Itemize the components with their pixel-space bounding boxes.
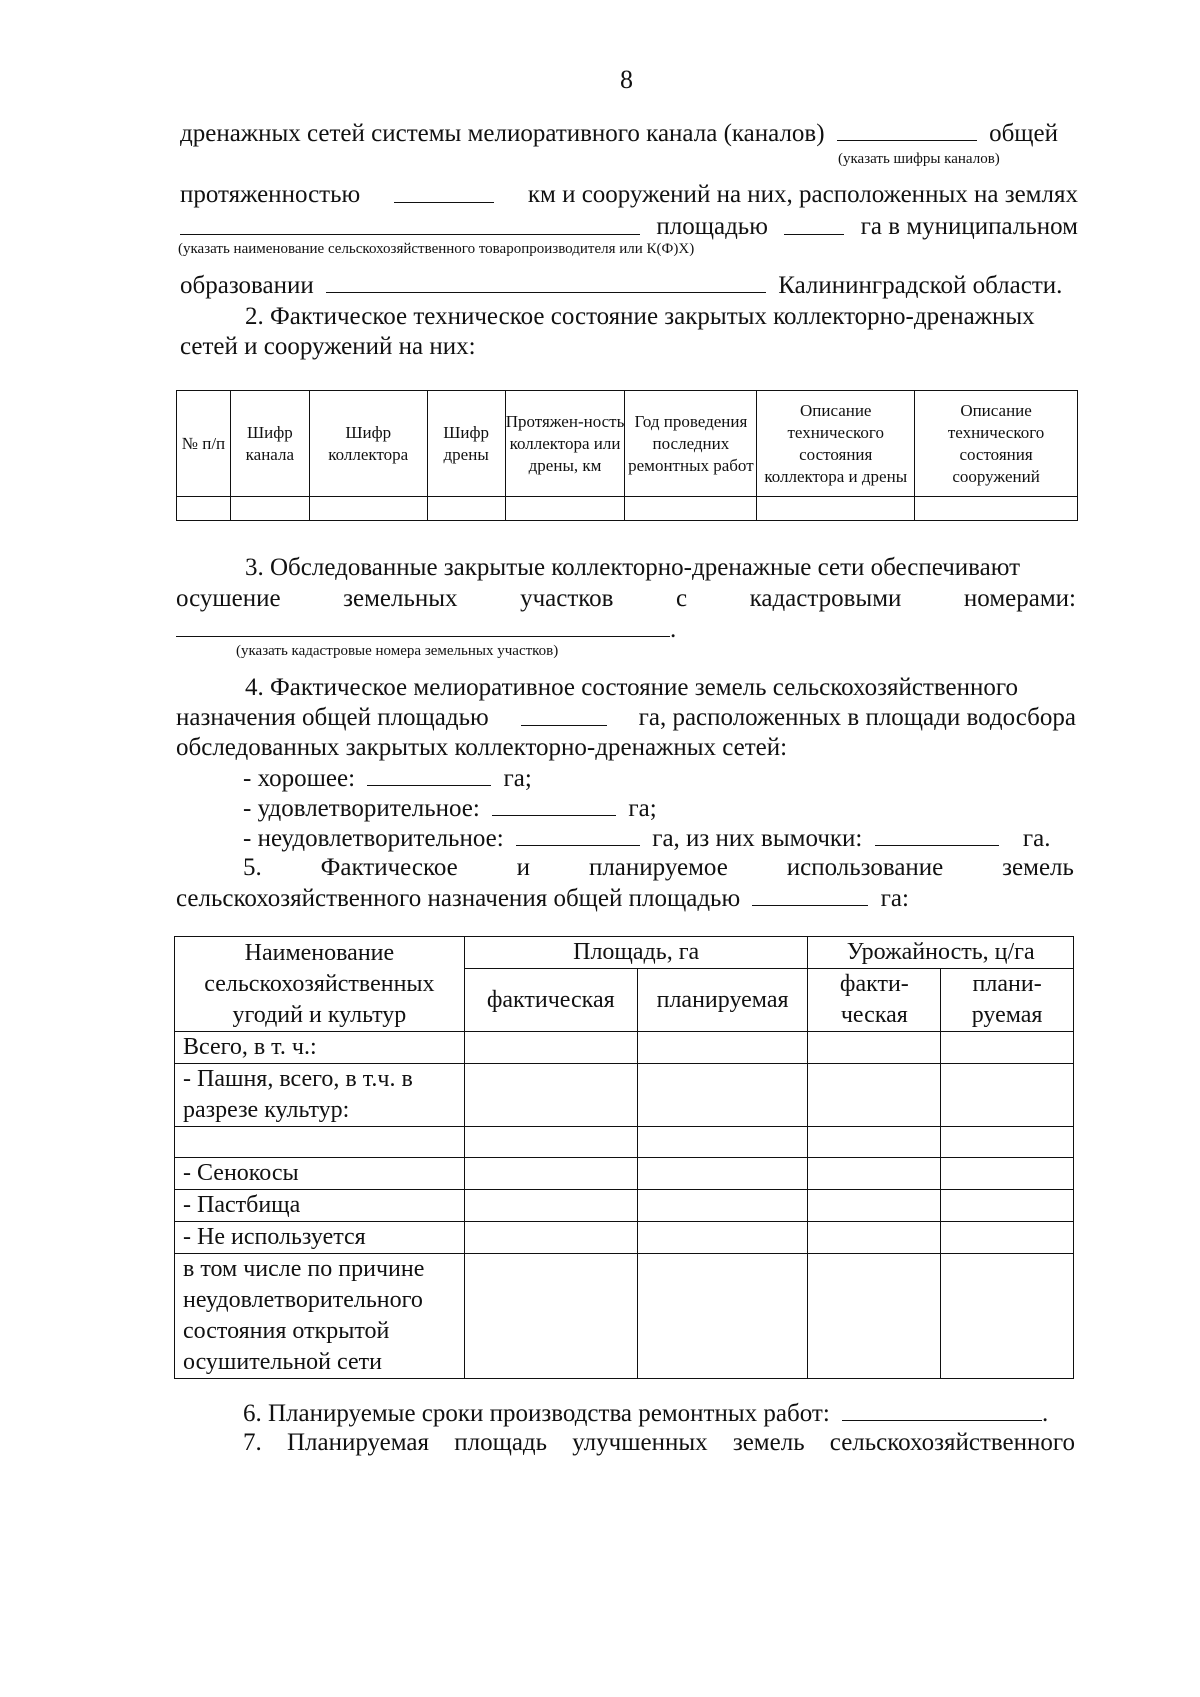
state-unsatisfactory-line — [243, 823, 1050, 854]
paragraph-2-line-2: сетей и сооружений на них: — [180, 333, 476, 360]
producer-name-blank[interactable] — [180, 212, 640, 235]
p3-word: земельных — [343, 585, 458, 612]
t1-header-repair-year: Год проведения последних ремонтных работ — [625, 391, 757, 497]
table-cell[interactable] — [808, 1127, 941, 1158]
p5-word: планируемое — [588, 854, 728, 881]
table-cell[interactable] — [915, 497, 1078, 521]
p3-word: номерами: — [963, 585, 1076, 612]
p1-length-label: протяженностью — [180, 181, 361, 208]
hint-canal-codes: (указать шифры каналов) — [838, 151, 1000, 167]
p6-period: . — [1042, 1400, 1049, 1427]
page-number: 8 — [620, 65, 633, 94]
state-satisfactory-label: - удовлетворительное: — [243, 795, 480, 822]
p3-word: участков — [520, 585, 614, 612]
repair-dates-blank[interactable] — [842, 1398, 1042, 1421]
t1-header-collector: Шифр коллектора — [309, 391, 427, 497]
p1-municipality-label: образовании — [180, 272, 314, 299]
t1-header-drain: Шифр дрены — [427, 391, 505, 497]
table-cell[interactable] — [808, 1254, 941, 1379]
p3-period: . — [670, 616, 677, 643]
waterlogging-label: га, из них вымочки: — [652, 825, 863, 852]
table-cell[interactable] — [637, 1158, 808, 1190]
t1-header-length: Протяжен-ность коллектора или дрены, км — [505, 391, 625, 497]
p5-word: 5. — [243, 854, 262, 881]
t2-header-name: Наименование сельскохозяйственных угодий и культур — [175, 937, 465, 1032]
p7-word: площадь — [454, 1429, 548, 1456]
p3-word: с — [675, 585, 688, 612]
unsatisfactory-area-blank[interactable] — [516, 823, 640, 846]
paragraph-7-line-1 — [243, 1428, 1075, 1458]
table-cell[interactable] — [309, 497, 427, 521]
hint-cadastral-numbers: (указать кадастровые номера земельных участков) — [236, 643, 559, 659]
table-cell[interactable] — [637, 1190, 808, 1222]
p5-total-area-label: сельскохозяйственного назначения общей площадью — [176, 885, 741, 912]
p1-text-b: общей — [989, 120, 1059, 147]
table-cell[interactable] — [464, 1127, 637, 1158]
p5-word: использование — [786, 854, 944, 881]
waterlogging-area-blank[interactable] — [875, 823, 999, 846]
state-satisfactory-unit: га; — [628, 795, 657, 822]
p4-catchment-text: га, расположенных в площади водосбора — [638, 704, 1076, 731]
paragraph-1-line-1 — [180, 118, 1080, 149]
t1-header-canal: Шифр канала — [230, 391, 309, 497]
state-good-unit: га; — [503, 765, 532, 792]
table-cell[interactable] — [505, 497, 625, 521]
state-good-line — [243, 763, 532, 794]
paragraph-4-line-3: обследованных закрытых коллекторно-дренажных сетей: — [176, 734, 788, 761]
p3-word: кадастровыми — [749, 585, 902, 612]
table-row — [175, 1158, 1074, 1190]
p5-word: земель — [1002, 854, 1074, 881]
cadastral-numbers-blank[interactable] — [176, 614, 670, 637]
satisfactory-area-blank[interactable] — [492, 793, 616, 816]
t2-header-area: Площадь, га — [464, 937, 808, 969]
paragraph-3-line-2 — [176, 584, 1076, 614]
land-use-table — [174, 936, 1074, 1379]
paragraph-2-line-1: 2. Фактическое техническое состояние закрытых коллекторно-дренажных — [245, 303, 1035, 330]
t2-header-yield-fact: факти-ческая — [808, 969, 941, 1032]
waterlogging-unit: га. — [1022, 825, 1051, 852]
state-satisfactory-line — [243, 793, 657, 824]
paragraph-1-line-4 — [180, 270, 1080, 301]
table-cell[interactable] — [625, 497, 757, 521]
table-cell[interactable] — [637, 1064, 808, 1127]
table1-empty-row — [177, 497, 1078, 521]
paragraph-3-line-3 — [176, 614, 676, 645]
table-cell[interactable] — [808, 1190, 941, 1222]
table1-header-row — [177, 391, 1078, 497]
t1-header-num: № п/п — [177, 391, 231, 497]
paragraph-3-line-1: 3. Обследованные закрытые коллекторно-дренажные сети обеспечивают — [245, 554, 1020, 581]
paragraph-4-line-1: 4. Фактическое мелиоративное состояние земель сельскохозяйственного — [245, 674, 1018, 701]
table-row — [175, 1032, 1074, 1064]
p4-total-area-label: назначения общей площадью — [176, 704, 489, 731]
table-row — [175, 1127, 1074, 1158]
table-row — [175, 1190, 1074, 1222]
table2-header-row-1 — [175, 937, 1074, 969]
row-label-empty[interactable] — [175, 1127, 465, 1158]
p1-lands-text: км и сооружений на них, расположенных на землях — [527, 181, 1078, 208]
table-cell[interactable] — [941, 1254, 1074, 1379]
table-row — [175, 1254, 1074, 1379]
table-row — [175, 1064, 1074, 1127]
table-cell[interactable] — [757, 497, 915, 521]
table-cell[interactable] — [464, 1064, 637, 1127]
table-cell[interactable] — [941, 1158, 1074, 1190]
row-label-total: Всего, в т. ч.: — [175, 1032, 465, 1064]
hint-producer-name: (указать наименование сельскохозяйственного товаропроизводителя или К(Ф)Х) — [178, 241, 695, 257]
p1-region-text: Калининградской области. — [778, 272, 1063, 299]
table-row — [175, 1222, 1074, 1254]
p1-text-a: дренажных сетей системы мелиоративного канала (каналов) — [180, 120, 825, 147]
state-unsatisfactory-label: - неудовлетворительное: — [243, 825, 504, 852]
table-cell[interactable] — [941, 1127, 1074, 1158]
canal-codes-blank[interactable] — [837, 118, 977, 141]
table-cell[interactable] — [177, 497, 231, 521]
table-cell[interactable] — [808, 1032, 941, 1064]
p7-word: сельскохозяйственного — [829, 1429, 1075, 1456]
table-cell[interactable] — [464, 1190, 637, 1222]
table-cell[interactable] — [230, 497, 309, 521]
t1-header-collector-state: Описание технического состояния коллектора и дрены — [757, 391, 915, 497]
t1-header-structures-state: Описание технического состояния сооружений — [915, 391, 1078, 497]
paragraph-5-line-2 — [176, 883, 909, 914]
p7-word: земель — [732, 1429, 805, 1456]
table-cell[interactable] — [427, 497, 505, 521]
table-cell[interactable] — [941, 1190, 1074, 1222]
municipality-blank[interactable] — [326, 270, 766, 293]
p1-area-label: площадью — [656, 213, 768, 240]
p7-word: улучшенных — [572, 1429, 708, 1456]
p5-unit: га: — [880, 885, 909, 912]
t2-header-yield: Урожайность, ц/га — [808, 937, 1074, 969]
p1-municipal-text: га в муниципальном — [860, 213, 1078, 240]
t2-header-area-plan: планируемая — [637, 969, 808, 1032]
t2-header-area-fact: фактическая — [464, 969, 637, 1032]
paragraph-1-line-2 — [180, 180, 1078, 210]
table-cell[interactable] — [637, 1127, 808, 1158]
row-label-arable: - Пашня, всего, в т.ч. в разрезе культур: — [175, 1064, 465, 1127]
area-ha-blank[interactable] — [784, 212, 844, 235]
technical-state-table — [176, 390, 1078, 521]
p7-word: Планируемая — [286, 1429, 430, 1456]
row-label-unused-reason: в том числе по причине неудовлетворительного состояния открытой осушительной сети — [175, 1254, 465, 1379]
row-label-unused: - Не используется — [175, 1222, 465, 1254]
table-cell[interactable] — [637, 1222, 808, 1254]
table-cell[interactable] — [637, 1254, 808, 1379]
p7-word: 7. — [243, 1429, 262, 1456]
paragraph-1-line-3 — [180, 212, 1078, 242]
table-cell[interactable] — [637, 1032, 808, 1064]
total-area-blank[interactable] — [521, 703, 607, 726]
table-cell[interactable] — [808, 1222, 941, 1254]
good-area-blank[interactable] — [367, 763, 491, 786]
table-cell[interactable] — [464, 1032, 637, 1064]
paragraph-6 — [243, 1398, 1048, 1429]
row-label-hayfields: - Сенокосы — [175, 1158, 465, 1190]
table-cell[interactable] — [941, 1222, 1074, 1254]
table-cell[interactable] — [808, 1158, 941, 1190]
table-cell[interactable] — [464, 1254, 637, 1379]
p5-word: и — [516, 854, 531, 881]
state-good-label: - хорошее: — [243, 765, 356, 792]
land-use-area-blank[interactable] — [752, 883, 868, 906]
table-cell[interactable] — [464, 1222, 637, 1254]
p5-word: Фактическое — [320, 854, 458, 881]
row-label-pastures: - Пастбища — [175, 1190, 465, 1222]
p6-text: 6. Планируемые сроки производства ремонтных работ: — [243, 1400, 830, 1427]
p3-word: осушение — [176, 585, 281, 612]
t2-header-yield-plan: плани-руемая — [941, 969, 1074, 1032]
table-cell[interactable] — [464, 1158, 637, 1190]
paragraph-5-line-1 — [243, 853, 1074, 883]
table-cell[interactable] — [808, 1064, 941, 1127]
table-cell[interactable] — [941, 1032, 1074, 1064]
length-km-blank[interactable] — [394, 180, 494, 203]
table-cell[interactable] — [941, 1064, 1074, 1127]
paragraph-4-line-2 — [176, 703, 1076, 733]
